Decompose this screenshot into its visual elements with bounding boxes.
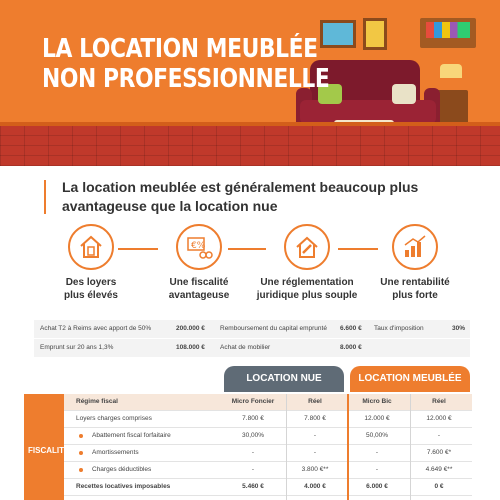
column-divider-accent — [347, 394, 349, 500]
table-cell: 4.649 €** — [425, 466, 453, 473]
title-line-2: NON PROFESSIONNELLE — [42, 64, 330, 94]
fiscal-section-label: FISCALITÉ — [24, 394, 64, 500]
table-cell: 7.800 € — [242, 415, 264, 422]
info-label: Achat T2 à Reims avec apport de 50% — [40, 325, 152, 332]
title-line-1: LA LOCATION MEUBLÉE — [42, 34, 318, 64]
table-cell: - — [313, 432, 317, 439]
table-cell: 12.000 € — [364, 415, 390, 422]
info-row — [34, 320, 470, 338]
advantages-section — [40, 218, 460, 318]
bookshelf-icon — [420, 18, 476, 48]
tab-location-nue: LOCATION NUE — [224, 366, 344, 392]
advantage-item — [360, 218, 470, 302]
row-label: Loyers charges comprises — [76, 415, 152, 422]
lamp-icon — [440, 64, 462, 78]
info-label: Emprunt sur 20 ans 1,3% — [40, 344, 114, 351]
percent-scissors-icon — [176, 224, 222, 270]
table-cell: - — [437, 432, 441, 439]
pillow-icon — [392, 84, 416, 104]
row-label: Amortissements — [92, 449, 139, 456]
row-label: Abattement fiscal forfaitaire — [92, 432, 171, 439]
column-header: Micro Foncier — [231, 398, 275, 405]
table-cell: 4.000 € — [304, 483, 326, 490]
column-header: Réel — [432, 398, 446, 405]
advantage-label: Une rentabilité plus forte — [380, 277, 450, 301]
info-value: 6.600 € — [340, 325, 362, 332]
info-label: Taux d'imposition — [374, 325, 424, 332]
info-value: 200.000 € — [176, 325, 205, 332]
table-cell: 50,00% — [365, 432, 389, 439]
table-cell: 6.000 € — [366, 483, 388, 490]
table-cell: 7.600 €* — [426, 449, 452, 456]
house-money-icon — [68, 224, 114, 270]
gavel-house-icon — [284, 224, 330, 270]
bullet-icon — [79, 468, 83, 472]
advantage-label: Des loyers plus élevés — [64, 277, 118, 301]
row-label: Charges déductibles — [92, 466, 152, 473]
column-divider — [286, 394, 287, 500]
headline-accent-bar — [44, 180, 46, 214]
table-cell: 12.000 € — [426, 415, 452, 422]
column-header: Micro Bic — [362, 398, 392, 405]
wall-frame-icon — [363, 18, 387, 50]
info-row — [34, 339, 470, 357]
table-cell: - — [375, 466, 379, 473]
table-cell: 0 € — [434, 483, 444, 490]
advantage-label: Une réglementation juridique plus souple — [256, 277, 358, 301]
column-divider — [410, 394, 411, 500]
column-header: Réel — [308, 398, 322, 405]
bullet-icon — [79, 451, 83, 455]
tiled-floor — [0, 126, 500, 166]
advantage-item — [36, 218, 146, 302]
investment-info — [34, 320, 470, 358]
info-value: 30% — [452, 325, 466, 332]
svg-text:€%: €% — [191, 241, 206, 251]
column-header: Régime fiscal — [76, 398, 118, 405]
tab-location-meublee: LOCATION MEUBLÉE — [350, 366, 470, 392]
table-cell: - — [251, 466, 255, 473]
table-cell: 5.460 € — [242, 483, 264, 490]
hero-banner — [0, 0, 500, 166]
table-cell: 7.800 € — [304, 415, 326, 422]
advantage-item — [252, 218, 362, 302]
advantage-label: Une fiscalité avantageuse — [168, 277, 230, 301]
headline: La location meublée est généralement beaucoup plus avantageuse que la location nue — [62, 179, 419, 214]
advantage-item — [144, 218, 254, 302]
info-label: Achat de mobilier — [220, 344, 271, 351]
table-cell: 3.800 €** — [301, 466, 329, 473]
bullet-icon — [79, 434, 83, 438]
growth-chart-icon — [392, 224, 438, 270]
table-cell: - — [313, 449, 317, 456]
info-value: 108.000 € — [176, 344, 205, 351]
table-cell: - — [375, 449, 379, 456]
table-cell: - — [251, 449, 255, 456]
info-label: Remboursement du capital emprunté — [220, 325, 327, 332]
page-title — [42, 34, 329, 94]
row-label: Recettes locatives imposables — [76, 483, 171, 490]
info-value: 8.000 € — [340, 344, 362, 351]
table-cell: 30,00% — [241, 432, 265, 439]
